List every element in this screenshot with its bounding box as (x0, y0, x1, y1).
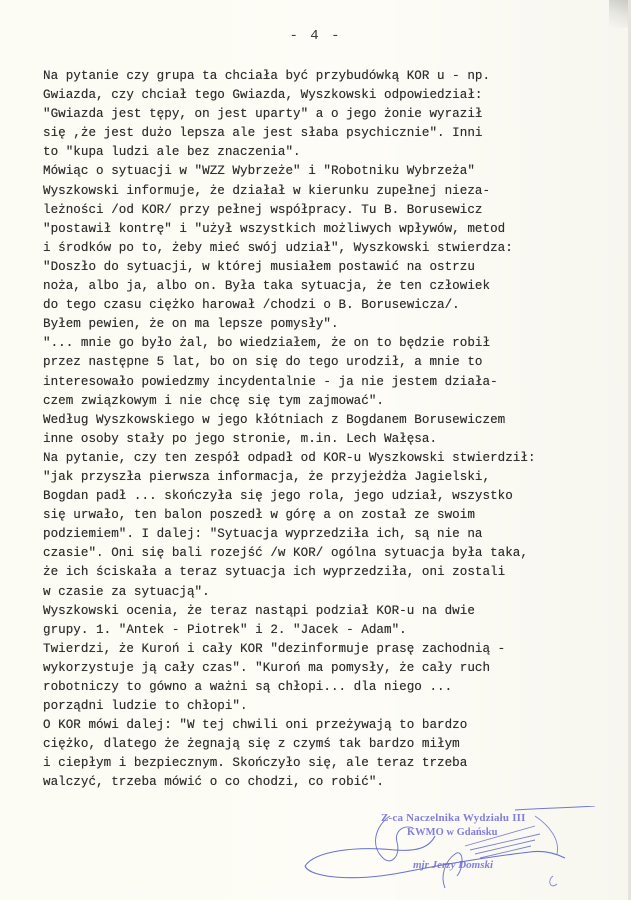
text-line: grupy. 1. "Antek - Piotrek" i 2. "Jacek - Adam". (43, 622, 407, 637)
text-line: czasie". Oni się bali rozejść /w KOR/ ogólna sytuacja była taka, (43, 546, 528, 561)
text-line: Byłem pewien, że on ma lepsze pomysły". (43, 317, 339, 332)
text-line: O KOR mówi dalej: "W tej chwili oni przeżywają to bardzo (43, 718, 468, 733)
text-line: Wyszkowski ocenia, że teraz nastąpi podział KOR-u na dwie (43, 603, 475, 618)
text-line: wykorzystuje ją cały czas". "Kuroń ma pomysły, że cały ruch (43, 660, 491, 675)
text-line: leżności /od KOR/ przy pełnej współpracy. Tu B. Borusewicz (43, 202, 483, 217)
text-line: Mówiąc o sytuacji w "WZZ Wybrzeże" i "Robotniku Wybrzeża" (43, 164, 475, 179)
text-line: "postawił kontrę" i "użył wszystkich możliwych wpływów, metod (43, 221, 506, 236)
text-line: i ciepłym i bezpiecznym. Skończyło się, ale teraz trzeba (43, 756, 468, 771)
text-line: i środków po to, żeby mieć swój udział", Wyszkowski stwierdza: (43, 240, 513, 255)
text-line: ciężko, dlatego że żegnają się z czymś tak bardzo miłym (43, 737, 460, 752)
text-line: się ,że jest dużo lepsza ale jest słaba psychicznie". Inni (43, 126, 483, 141)
text-line: Gwiazda, czy chciał tego Gwiazda, Wyszkowski odpowiedział: (43, 88, 483, 103)
text-line: "jak przyszła pierwsza informacja, że przyjeżdża Jagielski, (43, 469, 491, 484)
text-line: czem związkowym i nie chcę się tym zajmować". (43, 393, 384, 408)
page-number: - 4 - (289, 28, 342, 44)
text-line: walczyć, trzeba mówić o co chodzi, co robić". (43, 775, 384, 790)
text-line: Twierdzi, że Kuroń i cały KOR "dezinformuje prasę zachodnią - (43, 641, 506, 656)
text-line: porządni ludzie to chłopi". (43, 699, 248, 714)
text-line: Na pytanie czy grupa ta chciała być przybudówką KOR u - np. (43, 69, 491, 83)
text-line: Bogdan padł ... skończyła się jego rola, jego udział, wszystko (43, 489, 513, 504)
document-body (43, 67, 603, 793)
text-line: robotniczy to gówno a ważni są chłopi... dla niego ... (43, 680, 453, 694)
text-line: "Gwiazda jest tępy, on jest uparty" a o jego żonie wyraził (43, 107, 483, 122)
text-line: Według Wyszkowskiego w jego kłótniach z Bogdanem Borusewiczem (43, 412, 506, 427)
official-stamp (295, 806, 595, 896)
text-line: podziemiem". I dalej: "Sytuacja wyprzedziła ich, są nie na (43, 527, 483, 542)
text-line: się urwało, ten balon poszedł w górę a on został ze swoim (43, 508, 475, 523)
text-line: "... mnie go było żal, bo wiedziałem, że on to będzie robił (43, 336, 491, 351)
text-line: to "kupa ludzi ale bez znaczenia". (43, 145, 301, 160)
text-line: do tego czasu ciężko harował /chodzi o B. Borusewicza/. (43, 298, 460, 313)
text-line: inne osoby stały po jego stronie, m.in. Lech Wałęsa. (43, 431, 438, 446)
text-line: Wyszkowski informuje, że działał w kierunku zupełnej nieza- (43, 183, 491, 198)
text-line: noża, albo ja, albo on. Była taka sytuacja, że ten człowiek (43, 279, 491, 294)
text-line: "Doszło do sytuacji, w której musiałem postawić na ostrzu (43, 259, 475, 274)
text-line: przez następne 5 lat, bo on się do tego urodził, a mnie to (43, 355, 483, 370)
text-line: w czasie za sytuacją". (43, 584, 210, 599)
stamp-unit: KWMO w Gdańsku (407, 827, 498, 838)
stamp-name: mjr Jerzy Domski (413, 859, 494, 871)
text-line: Na pytanie, czy ten zespół odpadł od KOR-u Wyszkowski stwierdził: (43, 450, 536, 465)
text-line: że ich ściskała a teraz sytuacja ich wyprzedziła, oni zostali (43, 565, 506, 580)
stamp-title: Z-ca Naczelnika Wydziału III (381, 812, 526, 824)
text-line: interesowało powiedzmy incydentalnie - ja nie jestem działa- (43, 374, 498, 389)
